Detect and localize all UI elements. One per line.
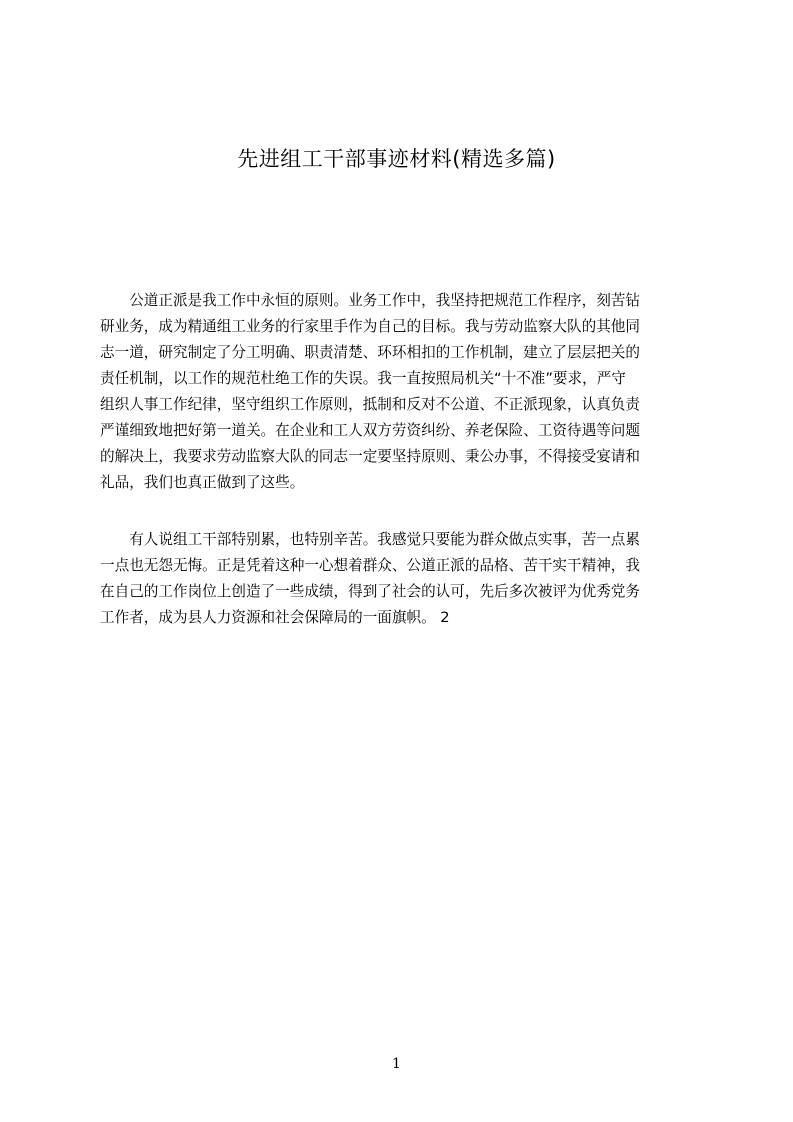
paragraph-line: 公道正派是我工作中永恒的原则。业务工作中，我坚持把规范工作程序，刻苦钻 [100, 292, 640, 309]
paragraph-line: 责任机制，以工作的规范杜绝工作的失误。我一直按照局机关“十不准”要求，严守 [100, 370, 626, 387]
page-number: 1 [392, 1056, 401, 1072]
paragraph-line: 严谨细致地把好第一道关。在企业和工人双方劳资纠纷、养老保险、工资待遇等问题 [100, 422, 640, 439]
paragraph-2 [100, 527, 700, 631]
paragraph-line: 研业务，成为精通组工业务的行家里手作为自己的目标。我与劳动监察大队的其他同 [100, 318, 640, 335]
paragraph-line: 礼品，我们也真正做到了这些。 [100, 474, 305, 491]
paragraph-line: 的解决上，我要求劳动监察大队的同志一定要坚持原则、秉公办事，不得接受宴请和 [100, 448, 640, 465]
paragraph-line: 在自己的工作岗位上创造了一些成绩，得到了社会的认可，先后多次被评为优秀党务 [100, 583, 640, 600]
paragraph-line: 工作者，成为县人力资源和社会保障局的一面旗帜。 2 [100, 609, 450, 626]
paragraph-line: 组织人事工作纪律，坚守组织工作原则，抵制和反对不公道、不正派现象，认真负责 [100, 396, 640, 413]
paragraph-1 [100, 288, 700, 496]
paragraph-line: 志一道，研究制定了分工明确、职责清楚、环环相扣的工作机制，建立了层层把关的 [100, 344, 640, 361]
paragraph-line: 有人说组工干部特别累，也特别辛苦。我感觉只要能为群众做点实事，苦一点累 [100, 531, 640, 548]
document-title: 先进组工干部事迹材料(精选多篇) [237, 147, 556, 171]
paragraph-line: 一点也无怨无悔。正是凭着这种一心想着群众、公道正派的品格、苦干实干精神，我 [100, 557, 640, 574]
